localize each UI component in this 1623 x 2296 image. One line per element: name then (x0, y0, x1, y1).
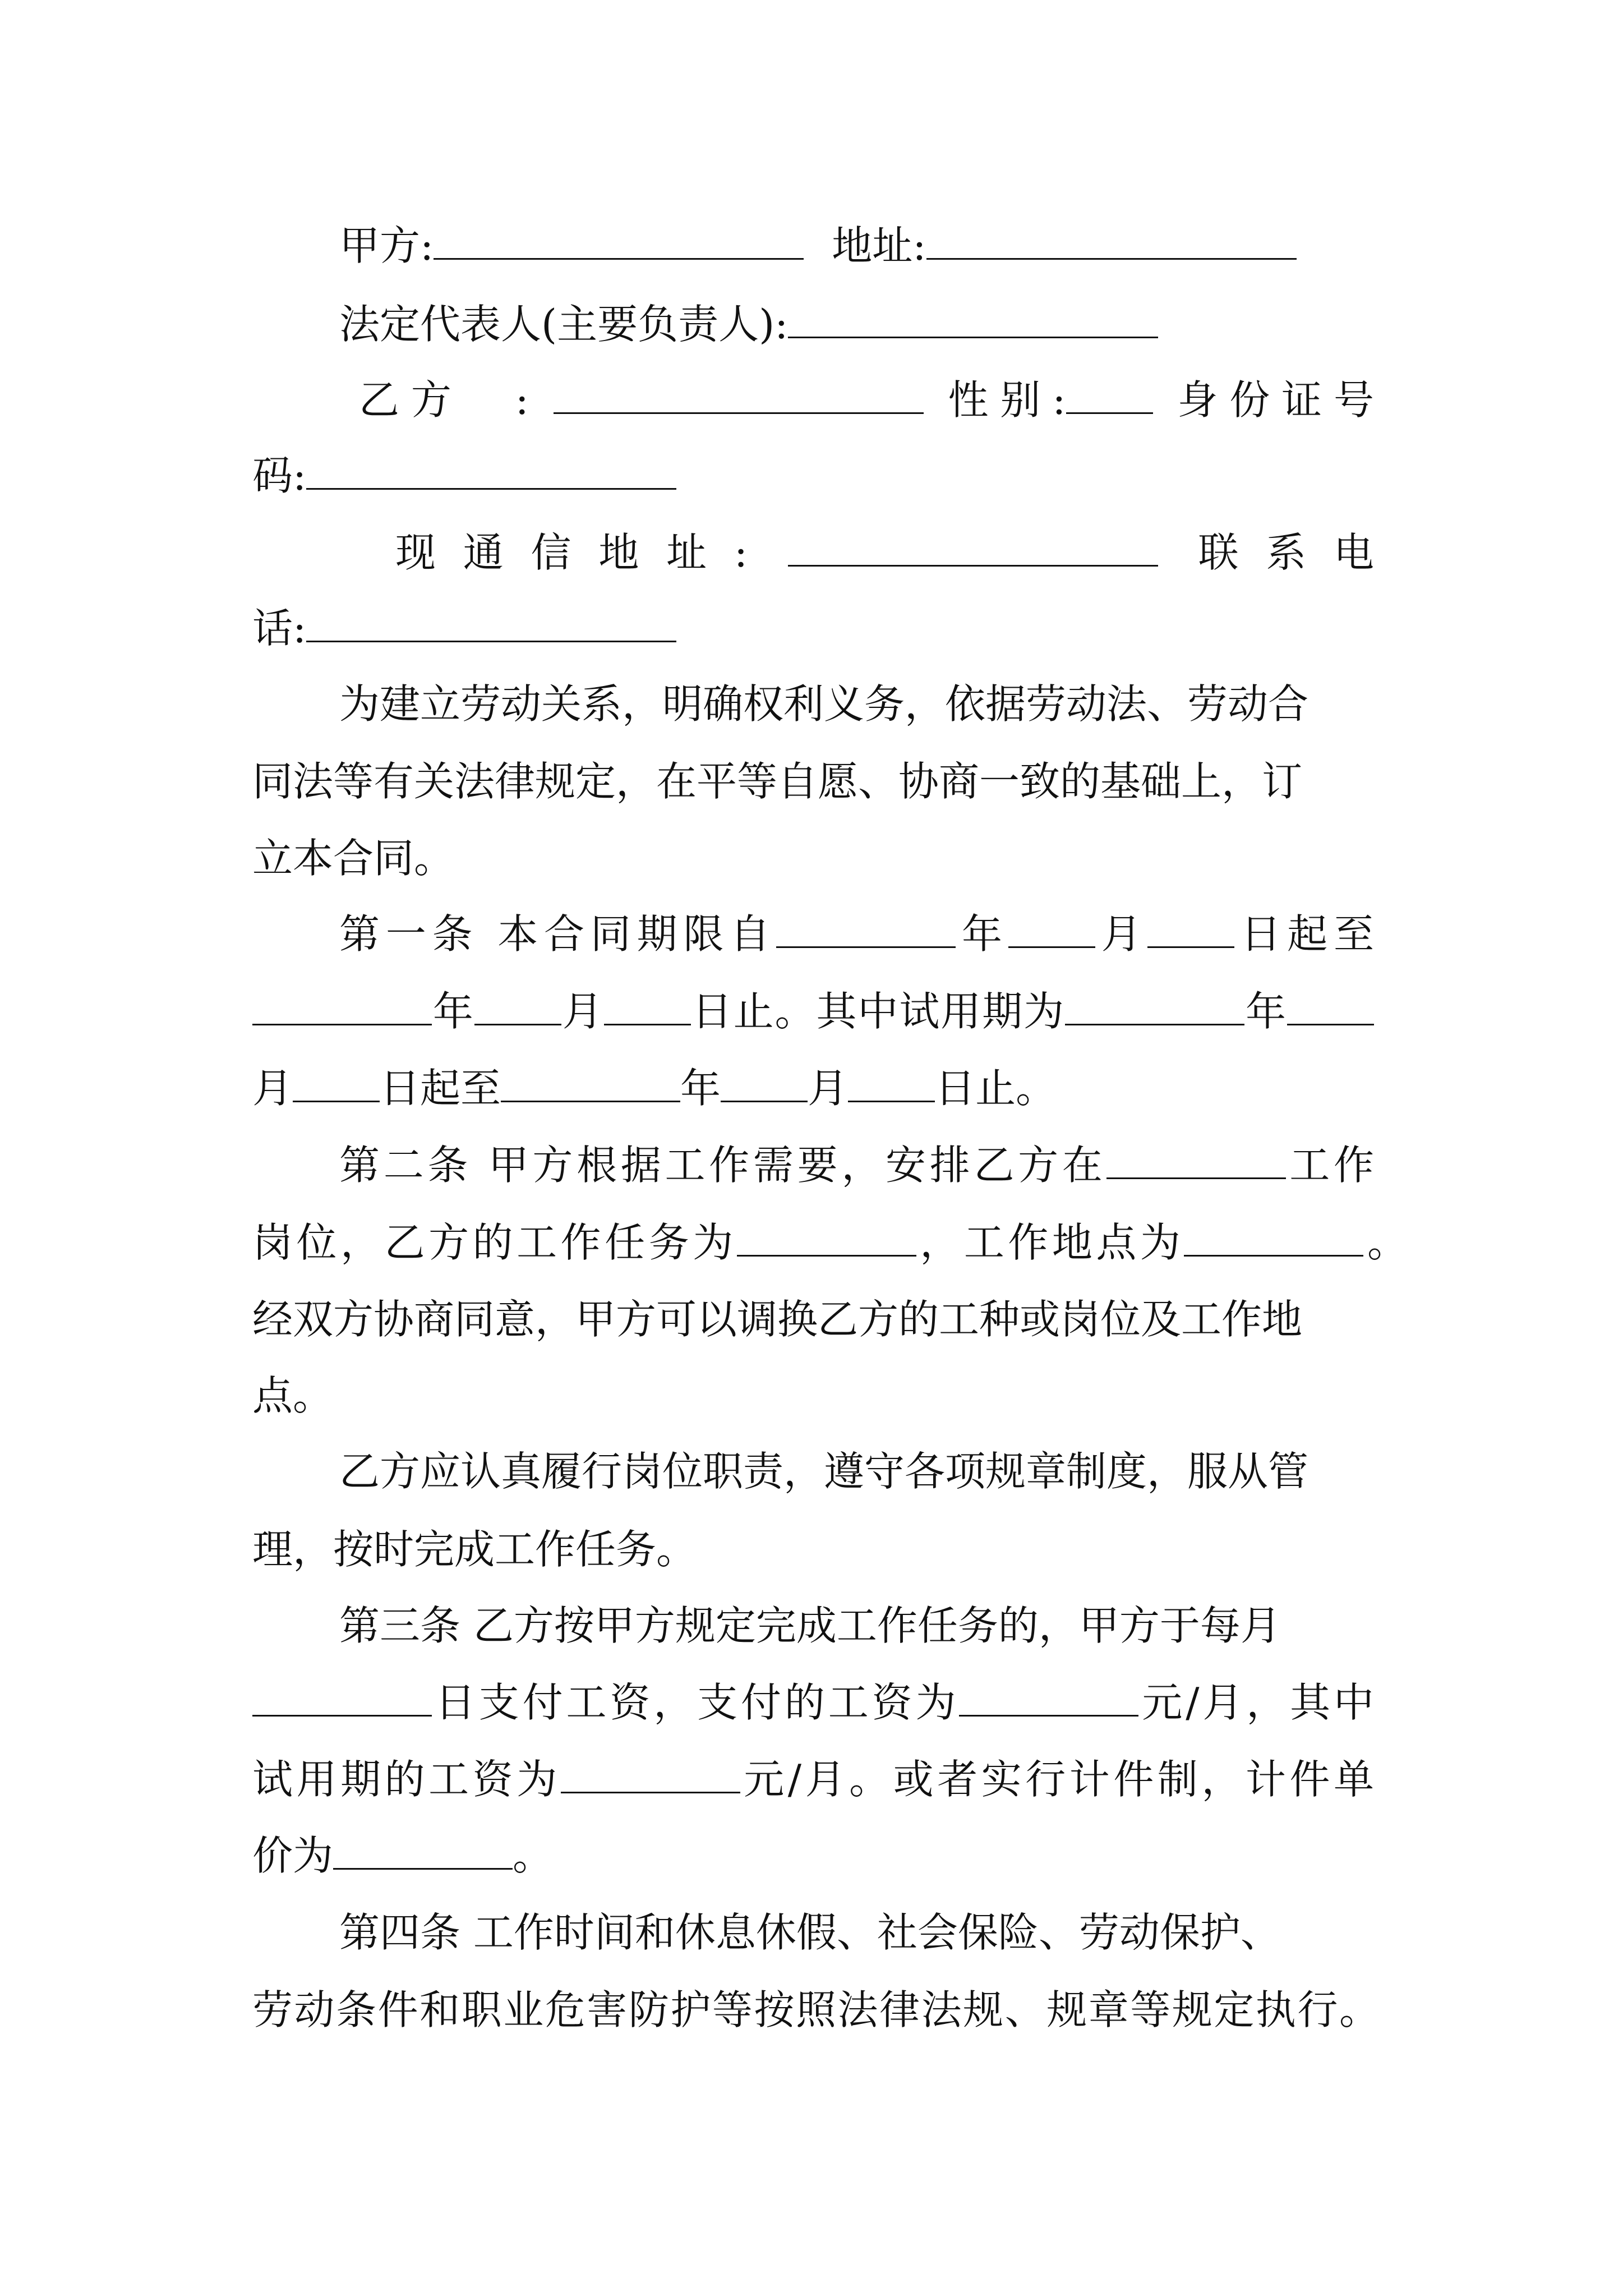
legal-rep-blank[interactable] (788, 302, 1158, 338)
id-label-part2: 码: (252, 452, 307, 499)
year-label: 年 (432, 988, 474, 1035)
trial-end-day-blank[interactable] (848, 1066, 935, 1102)
term-end-year-blank[interactable] (252, 990, 432, 1025)
party-a-blank[interactable] (434, 224, 804, 260)
preamble-line-1: 为建立劳动关系，明确权利义务，依据劳动法、劳动合 (339, 680, 1309, 728)
legal-rep-label: 法定代表人(主要负责人): (339, 301, 789, 348)
article4-line-2: 劳动条件和职业危害防护等按照法律法规、规章等规定执行。 (252, 1986, 1380, 2033)
month-label: 月 (1095, 910, 1148, 958)
year-label: 年 (1244, 988, 1287, 1035)
article2-work-label: 工作 (1285, 1142, 1374, 1189)
preamble-line-2: 同法等有关法律规定，在平等自愿、协商一致的基础上，订 (252, 758, 1303, 805)
work-location-blank[interactable] (1184, 1221, 1363, 1257)
article3-line-2 (252, 1672, 1374, 1733)
gender-label: 性别: (948, 376, 1066, 424)
address-blank[interactable] (926, 224, 1297, 260)
mail-address-line (395, 522, 1374, 583)
article2-para2-line-2: 理，按时完成工作任务。 (252, 1526, 697, 1573)
pay-day-blank[interactable] (252, 1681, 432, 1717)
article2-para2-line-1: 乙方应认真履行岗位职责，遵守各项规章制度，服从管 (339, 1448, 1309, 1495)
article2-line-2 (252, 1212, 1408, 1273)
gender-blank[interactable] (1066, 378, 1153, 414)
legal-rep-line (339, 293, 1461, 355)
month-label: 月 (561, 988, 604, 1035)
article1-line-1 (339, 903, 1374, 965)
month-label: 月 (808, 1065, 849, 1112)
work-location-label: ，工作地点为 (916, 1219, 1184, 1266)
day-end-label: 日止。 (935, 1065, 1057, 1112)
trial-salary-label: 试用期的工资为 (252, 1756, 561, 1803)
phone-label-part1: 联系电 (1198, 529, 1375, 576)
article2-line-1 (339, 1134, 1374, 1196)
article1-line-2 (252, 981, 1374, 1042)
party-a-label: 甲方: (339, 222, 434, 269)
term-end-month-blank[interactable] (474, 990, 561, 1025)
article2-line-4: 点。 (252, 1372, 334, 1419)
phone-blank[interactable] (306, 606, 676, 642)
article2-line-3: 经双方协商同意，甲方可以调换乙方的工种或岗位及工作地 (252, 1296, 1303, 1343)
id-number-blank[interactable] (306, 454, 676, 490)
mail-address-blank[interactable] (788, 531, 1158, 567)
mail-address-label: 现通信地址: (395, 529, 748, 576)
term-start-month-blank[interactable] (1008, 912, 1095, 948)
period: 。 (1363, 1219, 1408, 1266)
year-label: 年 (956, 910, 1008, 958)
party-b-label: 乙方 : (359, 376, 529, 424)
unit-price-label: 价为 (252, 1832, 334, 1879)
id-line (252, 445, 1374, 507)
article3-line-4 (252, 1825, 1374, 1887)
unit-price-blank[interactable] (333, 1834, 513, 1870)
trial-end-month-blank[interactable] (721, 1066, 808, 1102)
month-label: 月 (252, 1065, 293, 1112)
article1-intro: 第一条 本合同期限自 (339, 910, 777, 958)
pay-day-label: 日支付工资，支付的工资为 (432, 1679, 960, 1726)
phone-label-part2: 话: (252, 605, 307, 652)
salary-blank[interactable] (959, 1681, 1138, 1717)
article2-intro: 第二条 甲方根据工作需要，安排乙方在 (339, 1142, 1106, 1189)
id-label-part1: 身份证号 (1177, 376, 1374, 424)
term-start-year-blank[interactable] (776, 912, 956, 948)
preamble-line-3: 立本合同。 (252, 835, 455, 882)
day-end-label: 日止。 (690, 988, 817, 1035)
period: 。 (513, 1832, 554, 1879)
article3-line-1: 第三条 乙方按甲方规定完成工作任务的，甲方于每月 (339, 1602, 1281, 1649)
article1-line-3 (252, 1057, 1374, 1119)
salary-unit-label: 元/月，其中 (1138, 1679, 1374, 1726)
job-task-label: 岗位，乙方的工作任务为 (252, 1219, 737, 1266)
trial-start-year-blank[interactable] (1065, 990, 1244, 1025)
address-label: 地址: (832, 222, 926, 269)
trial-end-year-blank[interactable] (501, 1066, 680, 1102)
party-b-blank[interactable] (554, 378, 924, 414)
term-end-day-blank[interactable] (604, 990, 691, 1025)
article4-line-1: 第四条 工作时间和休息休假、社会保险、劳动保护、 (339, 1909, 1281, 1956)
party-a-line (339, 215, 1461, 277)
phone-line (252, 597, 1374, 659)
article3-line-3 (252, 1749, 1374, 1810)
job-position-blank[interactable] (1106, 1143, 1286, 1179)
trial-salary-blank[interactable] (561, 1757, 740, 1793)
year-label: 年 (680, 1065, 721, 1112)
term-start-day-blank[interactable] (1147, 912, 1234, 948)
day-from-label: 日起至 (1234, 910, 1374, 958)
piece-rate-label: 元/月。或者实行计件制，计件单 (740, 1756, 1374, 1803)
day-from-label: 日起至 (380, 1065, 501, 1112)
trial-start-month-blank[interactable] (1287, 990, 1374, 1025)
trial-start-day-blank[interactable] (293, 1066, 380, 1102)
job-task-blank[interactable] (737, 1221, 916, 1257)
trial-intro: 其中试用期为 (816, 988, 1066, 1035)
party-b-line (359, 369, 1374, 431)
